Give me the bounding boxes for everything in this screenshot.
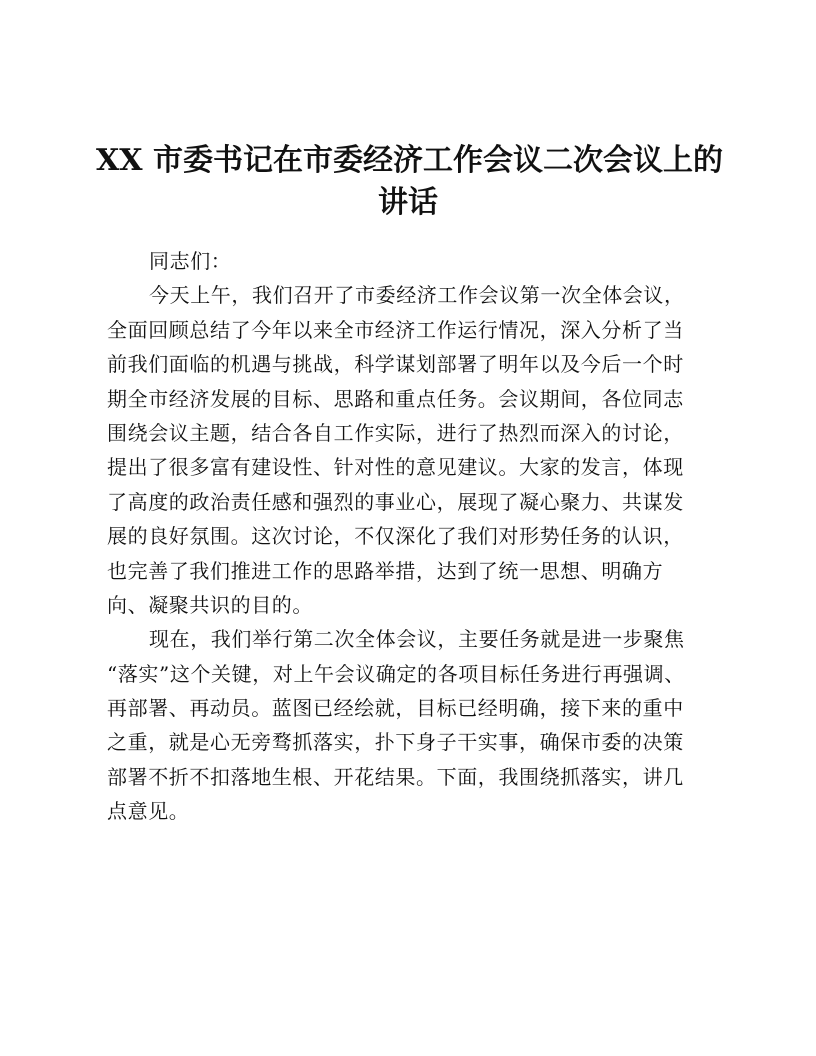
paragraph-1-line: 全面回顾总结了今年以来全市经济工作运行情况，深入分析了当 — [107, 317, 684, 342]
paragraph-2-line: “落实”这个关键，对上午会议确定的各项目标任务进行再强调、 — [107, 661, 685, 686]
paragraph-2-line: 之重，就是心无旁骛抓落实，扑下身子干实事，确保市委的决策 — [107, 730, 684, 755]
salutation: 同志们： — [149, 249, 232, 273]
paragraph-1-line: 向、凝聚共识的目的。 — [107, 592, 313, 617]
paragraph-1-line: 也完善了我们推进工作的思路举措，达到了统一思想、明确方 — [107, 558, 664, 583]
paragraph-1-line: 了高度的政治责任感和强烈的事业心，展现了凝心聚力、共谋发 — [107, 489, 684, 514]
title-line-2: 讲话 — [378, 185, 438, 220]
paragraph-1-line: 前我们面临的机遇与挑战，科学谋划部署了明年以及今后一个时 — [107, 352, 684, 377]
paragraph-1-line: 期全市经济发展的目标、思路和重点任务。会议期间，各位同志 — [107, 386, 684, 411]
paragraph-2-line: 部署不折不扣落地生根、开花结果。下面，我围绕抓落实，讲几 — [107, 764, 684, 789]
paragraph-2 — [107, 622, 711, 828]
paragraph-1-line: 围绕会议主题，结合各自工作实际，进行了热烈而深入的讨论， — [107, 420, 684, 445]
paragraph-1-line: 今天上午，我们召开了市委经济工作会议第一次全体会议， — [149, 283, 685, 308]
paragraph-2-line: 现在，我们举行第二次全体会议，主要任务就是进一步聚焦 — [149, 627, 685, 652]
paragraph-1-line: 提出了很多富有建设性、针对性的意见建议。大家的发言，体现 — [107, 455, 684, 480]
document-body — [107, 244, 711, 829]
paragraph-1-line: 展的良好氛围。这次讨论，不仅深化了我们对形势任务的认识， — [107, 524, 684, 549]
title-line-1: XX 市委书记在市委经济工作会议二次会议上的 — [96, 143, 723, 178]
paragraph-2-line: 再部署、再动员。蓝图已经绘就，目标已经明确，接下来的重中 — [107, 696, 684, 721]
paragraph-2-line: 点意见。 — [107, 799, 190, 824]
document-title — [96, 140, 723, 224]
paragraph-1 — [107, 278, 711, 622]
